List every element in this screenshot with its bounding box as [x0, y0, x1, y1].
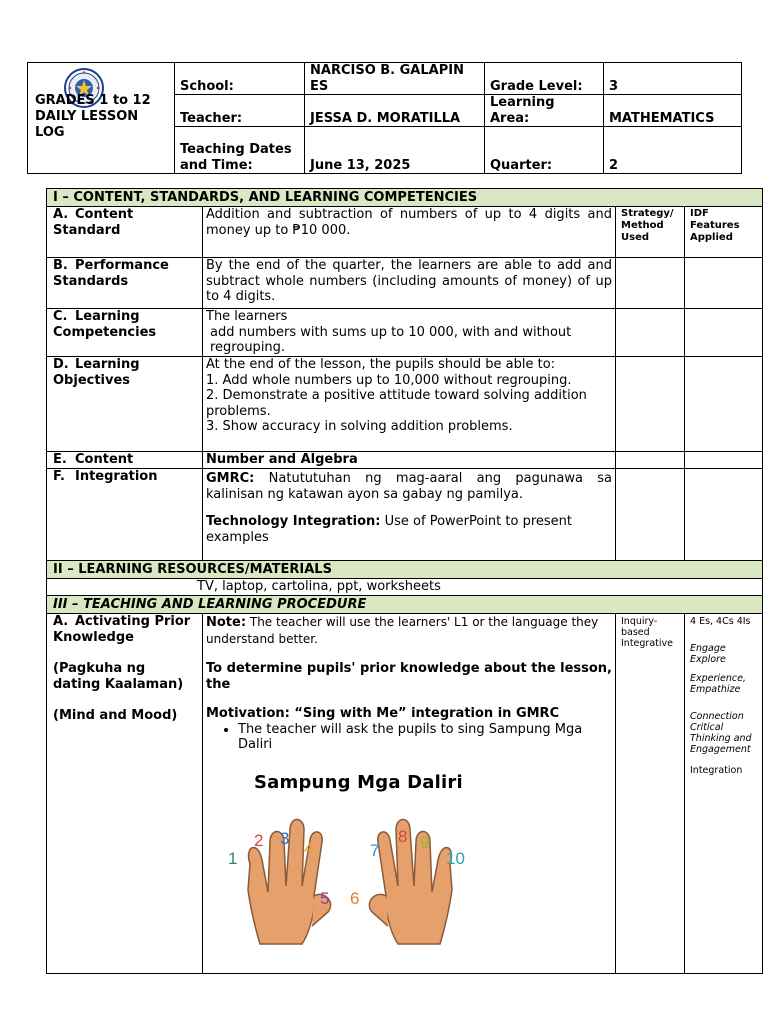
finger-number-8: 8	[398, 827, 408, 846]
row-b-strategy-cell	[616, 258, 685, 309]
right-thumb-shape	[369, 894, 388, 926]
finger-number-10: 10	[446, 849, 465, 868]
right-hand-shape	[378, 820, 452, 945]
row-a-label	[47, 207, 203, 258]
row-e-label-text: Content	[75, 452, 134, 467]
row-c-letter: C.	[53, 309, 68, 324]
row-d-label-text: Learning Objectives	[53, 357, 140, 388]
idf-top-text: 4 Es, 4Cs 4Is	[690, 616, 751, 627]
counting-hands-illustration	[220, 794, 480, 946]
row-f-label	[47, 469, 203, 561]
procedure-a-label	[47, 614, 203, 974]
row-b-label	[47, 258, 203, 309]
row-b-label-text: Performance Standards	[53, 258, 169, 289]
teacher-label: Teacher:	[175, 95, 305, 127]
row-e-letter: E.	[53, 452, 67, 467]
finger-number-3: 3	[280, 829, 290, 848]
objective-2: 2. Demonstrate a positive attitude toward solving addition problems.	[206, 388, 587, 419]
motivation-list	[206, 722, 612, 753]
competencies-line-1: The learners	[206, 309, 288, 324]
area-label: Learning Area:	[485, 95, 604, 127]
row-f-strategy-cell	[616, 469, 685, 561]
row-c-strategy-cell	[616, 309, 685, 357]
section-2-heading: II – LEARNING RESOURCES/MATERIALS	[47, 561, 763, 579]
row-c-label-text: Learning Competencies	[53, 309, 157, 340]
motivation-bullet: • The teacher will ask the pupils to sing Sampung Mga Daliri	[238, 722, 612, 753]
dates-label: Teaching Dates and Time:	[175, 127, 305, 174]
learning-resources-text: TV, laptop, cartolina, ppt, worksheets	[47, 579, 763, 596]
row-e-strategy-cell	[616, 452, 685, 469]
idf-connection-text: Connection Critical Thinking and Engagement	[690, 711, 752, 755]
learning-objectives-text	[203, 357, 616, 452]
row-b-letter: B.	[53, 258, 68, 273]
row-d-idf-cell	[685, 357, 763, 452]
header-table	[27, 62, 742, 174]
idf-engage-text: Engage Explore	[690, 643, 726, 665]
strategy-column-header: Strategy/ Method Used	[616, 207, 685, 258]
header-title-cell	[28, 63, 175, 174]
finger-number-2: 2	[254, 831, 264, 850]
teacher-value: JESSA D. MORATILLA	[305, 95, 485, 127]
row-c-idf-cell	[685, 309, 763, 357]
objectives-intro: At the end of the lesson, the pupils should be able to:	[206, 357, 556, 372]
idf-experience-text: Experience, Empathize	[690, 673, 746, 695]
finger-number-4: 4	[304, 839, 314, 858]
school-label: School:	[175, 63, 305, 95]
area-value: MATHEMATICS	[604, 95, 742, 127]
row-d-strategy-cell	[616, 357, 685, 452]
procedure-a-idf	[685, 614, 763, 974]
school-value: NARCISO B. GALAPIN ES	[305, 63, 485, 95]
procedure-a-sub1: (Pagkuha ng dating Kaalaman)	[53, 661, 184, 692]
procedure-a-strategy: Inquiry-based Integrative	[616, 614, 685, 974]
title-line-3: LOG	[35, 125, 65, 140]
tech-label: Technology Integration:	[206, 514, 381, 529]
quarter-value: 2	[604, 127, 742, 174]
row-f-label-text: Integration	[75, 469, 158, 484]
gmrc-paragraph	[206, 471, 612, 502]
grade-value: 3	[604, 63, 742, 95]
row-f-idf-cell	[685, 469, 763, 561]
objective-1: 1. Add whole numbers up to 10,000 without regrouping.	[206, 372, 572, 388]
idf-column-header: IDF Features Applied	[685, 207, 763, 258]
row-b-idf-cell	[685, 258, 763, 309]
row-f-letter: F.	[53, 469, 65, 484]
note-paragraph	[206, 614, 612, 647]
finger-number-6: 6	[350, 889, 360, 908]
dates-value: June 13, 2025	[305, 127, 485, 174]
finger-number-5: 5	[320, 889, 330, 908]
row-c-label	[47, 309, 203, 357]
section-1-heading: I – CONTENT, STANDARDS, AND LEARNING COMPETENCIES	[47, 189, 763, 207]
row-a-label-text: Content Standard	[53, 207, 134, 238]
song-title: Sampung Mga Daliri	[254, 771, 463, 793]
lesson-table	[46, 188, 763, 974]
performance-standards-text: By the end of the quarter, the learners are able to add and subtract whole numbers (including amounts of money) of up to 4 digits.	[203, 258, 616, 309]
quarter-label: Quarter:	[485, 127, 604, 174]
row-e-idf-cell	[685, 452, 763, 469]
competencies-line-2: add numbers with sums up to 10 000, with and without regrouping.	[210, 324, 572, 355]
content-text: Number and Algebra	[203, 452, 616, 469]
row-e-label	[47, 452, 203, 469]
procedure-a-label-text: Activating Prior Knowledge	[53, 614, 191, 645]
finger-number-7: 7	[370, 841, 380, 860]
content-standard-text: Addition and subtraction of numbers of up to 4 digits and money up to ₱10 000.	[203, 207, 616, 258]
row-a-letter: A.	[53, 207, 69, 222]
procedure-a-content	[203, 614, 616, 974]
finger-number-1: 1	[228, 849, 238, 868]
motivation-heading: Motivation: “Sing with Me” integration in GMRC	[206, 706, 560, 721]
tech-paragraph	[206, 514, 612, 545]
section-3-heading: III – TEACHING AND LEARNING PROCEDURE	[47, 596, 763, 614]
procedure-a-letter: A.	[53, 614, 69, 629]
gmrc-text: Natututuhan ng mag-aaral ang pagunawa sa kalinisan ng katawan ayon sa gabay ng pamilya.	[206, 471, 612, 502]
gmrc-label: GMRC:	[206, 471, 255, 486]
row-d-label	[47, 357, 203, 452]
grade-label: Grade Level:	[485, 63, 604, 95]
title-line-1: GRADES 1 to 12	[35, 93, 151, 108]
integration-text	[203, 469, 616, 561]
objective-3: 3. Show accuracy in solving addition problems.	[206, 419, 513, 434]
lesson-log-title	[35, 93, 151, 141]
learning-competencies-text	[203, 309, 616, 357]
prior-knowledge-text: To determine pupils' prior knowledge about the lesson, the	[206, 661, 612, 692]
procedure-a-sub2: (Mind and Mood)	[53, 708, 178, 723]
note-text: The teacher will use the learners' L1 or the language they understand better.	[206, 615, 599, 646]
row-d-letter: D.	[53, 357, 69, 372]
idf-integration-text: Integration	[690, 765, 743, 776]
note-label: Note:	[206, 615, 247, 630]
tech-text: Use of PowerPoint to present examples	[206, 514, 573, 545]
title-line-2: DAILY LESSON	[35, 109, 139, 124]
finger-number-9: 9	[420, 833, 430, 852]
